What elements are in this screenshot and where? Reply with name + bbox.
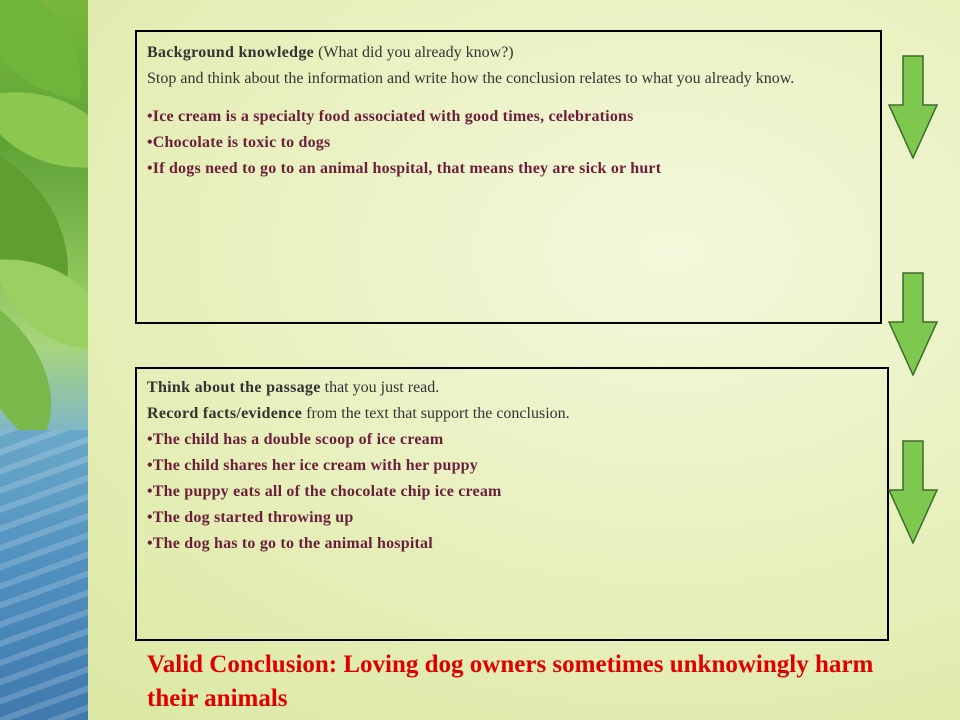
down-arrow-icon <box>888 440 938 544</box>
box2-line2-rest: from the text that support the conclusion. <box>302 405 570 422</box>
box1-heading-rest: (What did you already know?) <box>314 44 514 61</box>
list-item: •Chocolate is toxic to dogs <box>147 134 331 151</box>
passage-evidence-box <box>135 367 889 641</box>
box1-heading <box>147 40 870 66</box>
valid-conclusion: Valid Conclusion: Loving dog owners sometimes unknowingly harm their animals <box>147 651 874 712</box>
water-decoration <box>0 430 88 720</box>
list-item: •If dogs need to go to an animal hospital, that means they are sick or hurt <box>147 160 662 177</box>
box2-line1 <box>147 375 877 401</box>
list-item: •The child shares her ice cream with her puppy <box>147 457 478 474</box>
box2-line1-bold: Think about the passage <box>147 379 321 396</box>
list-item: •The dog has to go to the animal hospital <box>147 535 433 552</box>
box2-line1-rest: that you just read. <box>320 379 440 396</box>
list-item: •Ice cream is a specialty food associated with good times, celebrations <box>147 108 634 125</box>
down-arrow-icon <box>888 272 938 376</box>
down-arrow-icon <box>888 55 938 159</box>
list-item: •The child has a double scoop of ice cream <box>147 431 444 448</box>
box2-line2-bold: Record facts/evidence <box>147 405 303 422</box>
list-item: •The puppy eats all of the chocolate chip ice cream <box>147 483 502 500</box>
box1-heading-bold: Background knowledge <box>147 44 315 61</box>
decorative-side-strip <box>0 0 88 720</box>
box1-instruction: Stop and think about the information and write how the conclusion relates to what you already know. <box>147 70 795 87</box>
box2-line2 <box>147 401 877 427</box>
background-knowledge-box <box>135 30 882 324</box>
list-item: •The dog started throwing up <box>147 509 354 526</box>
leaf-decoration <box>0 0 88 100</box>
